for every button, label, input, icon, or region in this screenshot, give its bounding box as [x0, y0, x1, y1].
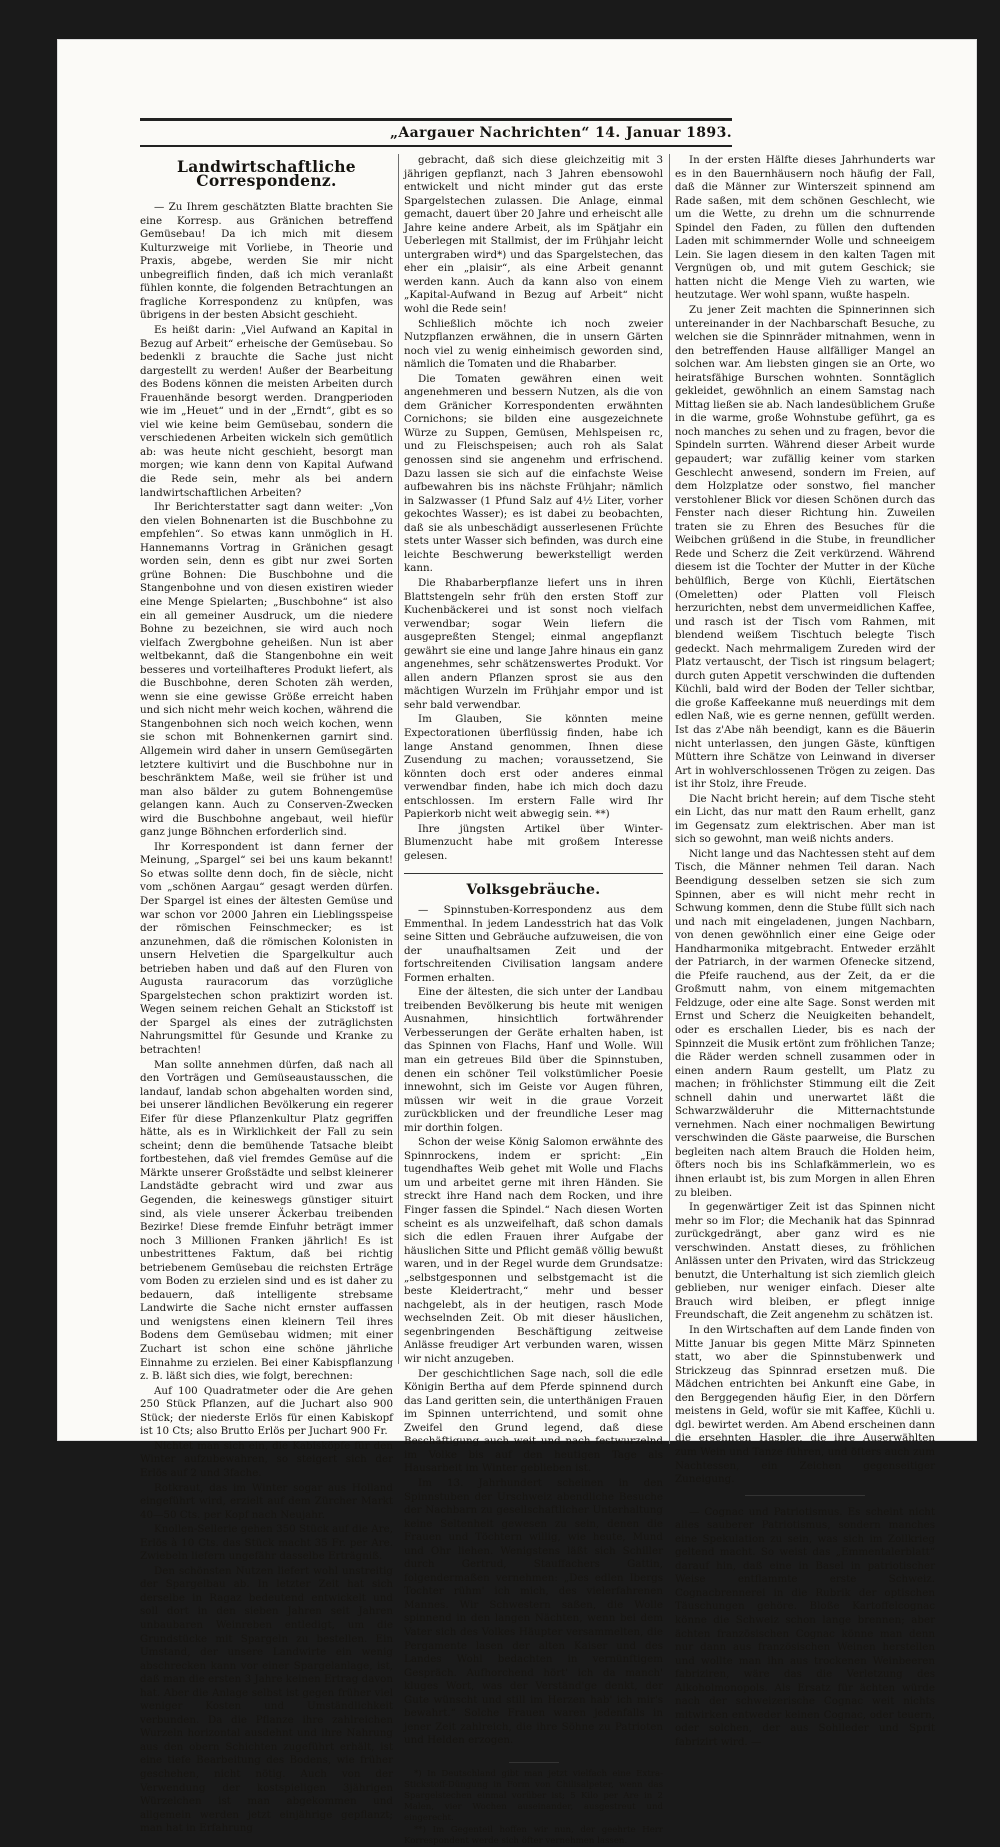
- paragraph: Zu jener Zeit machten die Spinnerinnen sich untereinander in der Nachbarschaft Besuche, zu welchen sie die Spinnräder mitnahmen, wenn in den betreffenden Hause allfälliger Mangel an solchen war. Am liebsten gingen sie an Orte, wo heiratsfähige Burschen wohnten. Sonntäglich gekleidet, gewöhnlich an einem Samstag nach Mittag ließen sie ab. Nach landesüblichem Gruße in die warme, große Wohnstube geführt, ga es noch manches zu sehen und zu fragen, bevor die Spindeln surrten. Während dieser Arbeit wurde gepaudert; war zufällig keiner vom starken Geschlecht anwesend, sondern im Freien, auf dem Holzplatze oder sonstwo, fiel mancher verstohlener Blick vor diesen Schönen durch das Fenster nach dieser Richtung hin. Zuweilen traten sie zu Ehren des Besuches für die Weibchen grüßend in die Stube, in freundlicher Rede und Scherz die Zeit verkürzend. Während diesem ist die Tochter der Mutter in der Küche behülflich, Berge von Küchli, Eiertätschen (Omeletten) oder Platten voll Fleisch herzurichten, nebst dem unvermeidlichen Kaffee, und rasch ist der Tisch vom Rahmen, mit blendend weißem Tischtuch belegte Tisch gedeckt. Nach mehrmaligem Zureden wird der Platz vertauscht, der Tisch ist ringsum belagert; durch guten Appetit verschwinden die duftenden Küchli, bald wird der Boden der Teller sichtbar, die große Kaffeekanne muß neuerdings mit dem edlen Naß, wie es gerne nennen, gefüllt werden. Ist das z'Abe näh beendigt, kann es die Bäuerin nicht unterlassen, den jungen Gäste, künftigen Müttern ihre Schätze von Leinwand in diverser Art in wohlverschlossenen Trögen zu zeigen. Das ist ihr Stolz, ihre Freude.: [675, 304, 935, 791]
- footnote-divider: [509, 1762, 559, 1763]
- paragraph: — Spinnstuben-Korrespondenz aus dem Emmenthal. In jedem Landesstrich hat das Volk seine Sitten und Gebräuche aufzuweisen, die von der unaufhaltsamen Zeit und der fortschreitenden Civilisation langsam andere Formen erhalten.: [404, 903, 663, 984]
- section-divider: [404, 873, 663, 874]
- footnote: *) In Deutschland gibt man jetzt vielfach eine Extra-Stickstoff-Düngung in Form von Chilisalpeter, wenn das Spargelstechen einmal vorüber ist; 5 Kilo per Are in 2 Malen, vier Wochen auseinander, ausgestreut und eingerecht.: [404, 1768, 663, 1823]
- paragraph: Man sollte annehmen dürfen, daß nach all den Vorträgen und Gemüseaustausschen, die landauf, landab schon abgehalten worden sind, bei unserer ländlichen Bevölkerung ein regerer Eifer für diese Pflanzenkultur Platz gegriffen hätte, als es in Wirklichkeit der Fall zu sein scheint; denn die bemühende Tatsache bleibt fortbestehen, daß viel fremdes Gemüse auf die Märkte unserer Großstädte und selbst kleinerer Landstädte gebracht wird und zwar aus Gegenden, die keineswegs günstiger situirt sind, als viele unserer Äckerbau treibenden Bezirke! Diese fremde Einfuhr beträgt immer noch 3 Millionen Franken jährlich! Es ist unbestrittenes Faktum, daß bei richtig betriebenem Gemüsebau die reichsten Erträge vom Boden zu erzielen sind und es ist daher zu bedauern, daß intelligente strebsame Landwirte die Sache nicht ernster auffassen und wenigstens einen kleinern Teil ihres Bodens dem Gemüsebau widmen; mit einer Zuchart ist schon eine schöne jährliche Einnahme zu erzielen. Bei einer Kabispflanzung z. B. läßt sich dies, wie folgt, berechnen:: [140, 1058, 393, 1383]
- paragraph: In gegenwärtiger Zeit ist das Spinnen nicht mehr so im Flor; die Mechanik hat das Spinnrad zurückgedrängt, aber ganz wird es nie verschwinden. Anstatt dieses, zu fröhlichen Anlässen unter den Privaten, wird das Strickzeug benutzt, die Unterhaltung ist sich ziemlich gleich geblieben, nur weniger einfach. Dieser alte Brauch wird bleiben, er pflegt innige Freundschaft, die Zeit angenehm zu schätzen ist.: [675, 1201, 935, 1322]
- section-title-landwirtschaft: Landwirtschaftliche Correspondenz.: [177, 157, 356, 190]
- footnotes: [404, 1769, 663, 1847]
- column-rule: [398, 154, 399, 1364]
- paragraph: — Zu Ihrem geschätzten Blatte brachten Sie eine Korresp. aus Gränichen betreffend Gemüsebau! Da ich mich mit diesem Kulturzweige mit Vorliebe, in Theorie und Praxis, abgebe, werden Sie mir nicht unbegreiflich finden, daß ich mich veranlaßt fühlen konnte, die folgenden Betrachtungen an fragliche Korrespondenz zu knüpfen, was übrigens in der besten Absicht geschieht.: [140, 201, 393, 322]
- paragraph: Ihr Berichterstatter sagt dann weiter: „Von den vielen Bohnenarten ist die Buschbohne zu empfehlen“. So etwas kann unmöglich in H. Hannemanns Vortrag in Gränichen gesagt worden sein, denn es gibt nur zwei Sorten grüne Bohnen: Die Buschbohne und die Stangenbohne und von diesen existiren wieder eine Menge Spielarten; „Buschbohne“ ist also ein all gemeiner Ausdruck, um die niedere Bohne zu bezeichnen, sie wird auch noch vielfach Zwergbohne geheißen. Nun ist aber weltbekannt, daß die Stangenbohne ein weit besseres und vorteilhafteres Produkt liefert, als die Buschbohne, deren Schoten zäh werden, wenn sie eine gewisse Größe erreicht haben und sich nicht mehr weich kochen, während die Stangenbohnen sich noch weich kochen, wenn sie schon mit Bohnenkernen garnirt sind. Allgemein wird daher in unsern Gemüsegärten letztere kultivirt und die Buschbohne nur in beschränktem Maße, weil sie früher ist und man also bälder zu gutem Bohnengemüse gelangen kann. Auch zu Conserven-Zwecken wird die Buschbohne angebaut, weil hiefür ganz junge Böhnchen erforderlich sind.: [140, 501, 393, 839]
- paragraph: gebracht, daß sich diese gleichzeitig mit 3 jährigen gepflanzt, nach 3 Jahren ebensowohl entwickelt und nicht minder gut das erste Spargelstechen zulassen. Die Anlage, einmal gemacht, dauert über 20 Jahre und erheischt alle Jahre keine andere Arbeit, als im Spätjahr ein Ueberlegen mit Stallmist, der im Frühjahr leicht untergraben wird*) und das Spargelstechen, das eher ein „plaisir“, als eine Arbeit genannt werden kann. Auch da kann also von einem „Kapital-Aufwand in Bezug auf Arbeit“ nicht wohl die Rede sein!: [404, 154, 663, 316]
- paragraph: Den schönsten Nutzen liefert wohl unstreitig der Spargelbau ab. In letzter Zeit hat sich derselbe in Ragaz bedeutend entwickelt und soll dort in den sieben Jahren seit Jahren unbaubaren Weinreben entledigt, um die Grundstücke mit Spargeln zu bestellen. Ein Umstand, der unsere Landwirte ein wenig abschrecken kann vor einer Spargelanlage, ist, daß man die ersten 3 Jahre keinen Ertrag davon hat. Aber die Anlage selbst ist gegen früher viel weniger Kosten und Umständlichkeit verbunden. Da die Pflanze ihre zahlreichen Wurzeln horizontal ausdehnt und ihre Nahrung aus den obern Schichten zugeführt erhält, ist eine tiefe Bearbeitung des Bodens, wie früher geschehen, nicht nötig. Auch von der Verwendung der kostspieligen 3jährigen Würzelchen ist man abgekommen und allgemein werden jetzt einjährige gepflanzt; man hat in Erfahrung: [140, 1564, 393, 1835]
- paragraph: Der geschichtlichen Sage nach, soll die edle Königin Bertha auf dem Pferde spinnend durch das Land geritten sein, die unterthänigen Frauen im Spinnen unterrichtend, und somit ohne Zweifel den Grund legend, daß diese Beschäftigung auch weit und nach festwurzelnd im Volke bis auf den heutigen Tage als Hausarbeit im Winter geblieben ist.: [404, 1367, 663, 1475]
- masthead: [140, 118, 732, 147]
- paragraph: Die Rhabarberpflanze liefert uns in ihren Blattstengeln sehr früh den ersten Stoff zur Kuchenbäckerei und ist sonst noch vielfach verwendbar; sogar Wein liefern die ausgepreßten Stengel; einmal angepflanzt gewährt sie eine und lange Jahre hinaus ein ganz angenehmes, sehr schätzenswertes Produkt. Vor allen andern Pflanzen sprost sie aus den mächtigen Wurzeln im Frühjahr empor und ist sehr bald verwendbar.: [404, 576, 663, 711]
- paragraph: Die Tomaten gewähren einen weit angenehmeren und bessern Nutzen, als die von dem Gränicher Korrespondenten erwähnten Cornichons; sie bilden eine ausgezeichnete Würze zu Suppen, Gemüsen, Mehlspeisen rc, und zu Fleischspeisen; auch roh als Salat genossen sind sie angenehm und erfrischend. Dazu lassen sie sich auf die einfachste Weise aufbewahren bis ins nächste Frühjahr; nämlich in Salzwasser (1 Pfund Salz auf 4½ Liter, vorher gekochtes Wasser); es ist dabei zu beobachten, daß sie als unbeschädigt ausserlesenen Früchte stets unter Wasser sich befinden, was durch eine leichte Beschwerung bewerkstelligt werden kann.: [404, 372, 663, 575]
- paragraph: Ihr Korrespondent ist dann ferner der Meinung, „Spargel“ sei bei uns kaum bekannt! So etwas sollte denn doch, fin de siècle, nicht vom „schönen Aargau“ gesagt werden dürfen. Der Spargel ist eines der ältesten Gemüse und war schon vor 2000 Jahren ein Lieblingsspeise der römischen Feinschmecker; es ist anzunehmen, daß die römischen Kolonisten in unsern Helvetien die Spargelkultur auch betrieben haben und daß auf den Fluren von Augusta rauracorum das vorzügliche Spargelstechen schon praktizirt worden ist. Wegen seinem reichen Gehalt an Stickstoff ist der Spargel als eines der zuträglichsten Nahrungsmittel für Gesunde und Kranke zu betrachten!: [140, 840, 393, 1056]
- paragraph: Nicht lange und das Nachtessen steht auf dem Tisch, die Männer nehmen Teil daran. Nach Beendigung desselben setzen sie sich zum Spinnen, aber es will nicht mehr recht in Schwung kommen, denn die Stube füllt sich nach und nach mit eingeladenen, jungen Nachbarn, von denen gewöhnlich einer eine Geige oder Handharmonika mitgebracht. Entweder erzählt der Patriarch, in der warmen Ofenecke sitzend, die Pfeife rauchend, aus der Zeit, da er die Großmutt nahm, von einem mitgemachten Feldzuge, oder eine alte Sage. Sonst werden mit Ernst und Scherz die Neuigkeiten behandelt, oder es erschallen Lieder, bis es nach der Spinnzeit die Musik ertönt zum fröhlichen Tanze; die Räder werden schnell zusammen oder in einen andern Raum gestellt, um Platz zu machen; in fröhlichster Stimmung eilt die Zeit schnell dahin und unerwartet läßt die Schwarzwälderuhr die Mitternachtstunde vernehmen. Nach einer nochmaligen Bewirtung verschwinden die Gäste paarweise, die Burschen begleiten nach altem Brauch die Holden heim, öfters noch bis ins Schlafkämmerlein, wo es ihnen erlaubt ist, bis zum Morgen in allen Ehren zu bleiben.: [675, 847, 935, 1199]
- paragraph: Auf 100 Quadratmeter oder die Are gehen 250 Stück Pflanzen, auf die Juchart also 900 Stück; der niederste Erlös für einen Kabiskopf ist 10 Cts; also Brutto Erlös per Juchart 900 Fr.: [140, 1384, 393, 1438]
- footnote: **) Im Gegenteil hoffen wir nun, der geehrte Herr Korrespondent werde sich öfter vernehmen lassen.: [404, 1824, 663, 1846]
- paragraph: Im 13. Jahrhundert scheinen in den Spinnstuben der Urschweiz abendliche Besuche der Nachbarn zu gesellschaftlicher Unterhaltung keine Seltenheit gewesen zu sein, denen die Frauen und Töchtern willig, wie heute, Mund und Ohr liehen. Wenigstens läßt sich Schiller durch Gertrud, Stauffachers Gattin, folgendermaßen vernehmen: „Des edlen Ibergs Tochter rühm' ich mich, des vielerfahrenen Mannes. Wir Schwestern saßen, die Wolle spinnend in den langen Nächten, wenn bei dem Vater sich des Volkes Häupter versammelten, die Pergamente lasen der alten Kaiser und des Landes Wohl bedachten in vernünftigem Gespräch. Aufhorchend hört' ich da manch' kluges Wort, was der Verständ'ge denkt, der Gute wünscht und still im Herzen hab' ich mir's bewahrt.“ Solche Frauen waren jedenfalls in jener Zeit zahlreich, die ihre Söhne zu Patrioten und Helden erzogen.: [404, 1476, 663, 1747]
- paragraph: Schließlich möchte ich noch zweier Nutzpflanzen erwähnen, die in unsern Gärten noch viel zu wenig einheimisch geworden sind, nämlich die Tomaten und die Rhabarber.: [404, 317, 663, 371]
- newspaper-page: [58, 40, 976, 1846]
- column-2: [404, 154, 663, 1846]
- paragraph: Nichtet man sich ein, die Kabisköpfe für den Winter aufzubewahren, so steigert sich der Erlös auf 2 und 3fache.: [140, 1439, 393, 1479]
- paragraph: In den Wirtschaften auf dem Lande finden von Mitte Januar bis gegen Mitte März Spinneten statt, wo aber die Spinnstubenwerk und Strickzeug das Spinnrad ersetzen muß. Die Mädchen entrichten bei Ankunft eine Gabe, in den Berggegenden häufig Eier, in den Dörfern meistens in Geld, wofür sie mit Kaffee, Küchli u. dgl. bewirtet werden. Am Abend erscheinen dann die ersehnten Haspler, die ihre Auserwählten zum Wein und Tanze führen, und öfters auch zum Nachtessen, ein Zeichen gegenseitiger Zuneigung.: [675, 1324, 935, 1486]
- paragraph: Die Nacht bricht herein; auf dem Tische steht ein Licht, das nur matt den Raum erhellt, ganz im Gegensatz zum elektrischen. Aber man ist sich so gewohnt, man weiß nichts anders.: [675, 792, 935, 846]
- paragraph: Eine der ältesten, die sich unter der Landbau treibenden Bevölkerung bis heute mit wenigen Ausnahmen, hinsichtlich fortwährender Verbesserungen der Geräte erhalten haben, ist das Spinnen von Flachs, Hanf und Wolle. Will man ein getreues Bild über die Spinnstuben, denen ein schöner Teil volkstümlicher Poesie innewohnt, sich im Geiste vor Augen führen, müssen wir weit in die graue Vorzeit zurückblicken und der freundliche Leser mag mir dorthin folgen.: [404, 986, 663, 1134]
- section-divider: [745, 1495, 865, 1496]
- paragraph: Knollen-Sellerie gehen 350 Stück auf die Are, Erlös à 10 Cts. das Stück macht 35 Fr. per Are. Zwiebeln liefern ungefähr dasselbe Erträgniß.: [140, 1523, 393, 1563]
- column-rule: [669, 154, 670, 1444]
- column-1: [140, 154, 393, 1835]
- paragraph: — Cognac und Patriotismus. Es scheint nicht alles sauberer Patriotismus, sondern manches eine Spekulation zu sein, was sich im Zollkrieg geltend macht. So weist das „Emmentalerblatt“ darauf hin, daß eine in Basel in patriotischer Weise entflammte erste Schweiz. Cognacbrennerei in die Rubrik der optischen Täuschungen gehöre. Bloße Kartoffelcognac könne die Schweiz schon lange brennen; aber ächten französischen Cognac könne man denn nur dann aus französischen Weinen herstellen und wollte man ihn aus trockenen Weinbeeren fabriziren, wäre das die Verletzung des Alkoholmonopols. Als Ersatz für ächten würde nach der schweizerische Cognac weit nichts mitwirken entweder keinen Cognac, oder teuern, oder solchen, der aus Sohlleder und Sprit fabrizirt wird. —: [675, 1505, 935, 1748]
- paragraph: Ihre jüngsten Artikel über Winter-Blumenzucht habe mit großem Interesse gelesen.: [404, 822, 663, 862]
- masthead-text: „Aargauer Nachrichten“ 14. Januar 1893.: [389, 125, 732, 141]
- paragraph: Schon der weise König Salomon erwähnte des Spinnrockens, indem er spricht: „Ein tugendhaftes Weib gehet mit Wolle und Flachs um und arbeitet gerne mit ihren Händen. Sie streckt ihre Hand nach dem Rocken, und ihre Finger fassen die Spindel.“ Nach diesen Worten scheint es als unzweifelhaft, daß schon damals sich die edlen Frauen ihrer Aufgabe der häuslichen Sitte und Pflicht gemäß völlig bewußt waren, und in der Regel wurde dem Grundsatze: „selbstgesponnen und selbstgemacht ist die beste Kleidertracht,“ mehr und besser nachgelebt, als in der heutigen, rasch Mode wechselnden Zeit. Ob mit dieser häuslichen, segenbringenden Beschäftigung zeitweise Anlässe freudiger Art verbunden waren, wissen wir nicht anzugeben.: [404, 1136, 663, 1366]
- paragraph: In der ersten Hälfte dieses Jahrhunderts war es in den Bauernhäusern noch häufig der Fall, daß die Männer zur Winterszeit spinnend am Rade saßen, mit dem schönen Geschlecht, wie um die Wette, zu drehn um die schnurrende Spindel den Faden, zu füllen den duftenden Laden mit schimmernder Wolle und schneeigem Lein. Sie lagen diesem in den kalten Tagen mit Vergnügen ob, und mit gutem Geschick; sie hatten nicht die Menge Vieh zu warten, wie heutzutage. Wer wohl spann, wußte haspeln.: [675, 154, 935, 302]
- paragraph: Im Glauben, Sie könnten meine Expectorationen überflüssig finden, habe ich lange Anstand genommen, Ihnen diese Zusendung zu machen; voraussetzend, Sie könnten doch erst oder anderes einmal verwendbar finden, habe ich mich doch dazu entschlossen. Im erstern Falle wird Ihr Papierkorb nicht weit abwegig sein. **): [404, 713, 663, 821]
- section-title-volksgebraeuche: Volksgebräuche.: [466, 882, 601, 899]
- paragraph: Rotkraut, das im Winter sogar aus Holland eingeführt wird, erzielt auf dem Zürcher Markt 40—50 Cts. per Kopf nach Neujahr.: [140, 1481, 393, 1521]
- column-3: [675, 154, 935, 1748]
- paragraph: Es heißt darin: „Viel Aufwand an Kapital in Bezug auf Arbeit“ erheische der Gemüsebau. So bedenkli z brauchte die Sache just nicht dargestellt zu werden! Außer der Bearbeitung des Bodens können die meisten Arbeiten durch Frauenhände besorgt werden. Drangperioden wie im „Heuet“ und in der „Erndt“, gibt es so viel wie keine beim Gemüsebau, sondern die verschiedenen Arbeiten wickeln sich gemütlich ab: was heute nicht geschieht, besorgt man morgen; wie kann denn von Kapital Aufwand die Rede sein, mehr als bei andern landwirtschaftlichen Arbeiten?: [140, 324, 393, 499]
